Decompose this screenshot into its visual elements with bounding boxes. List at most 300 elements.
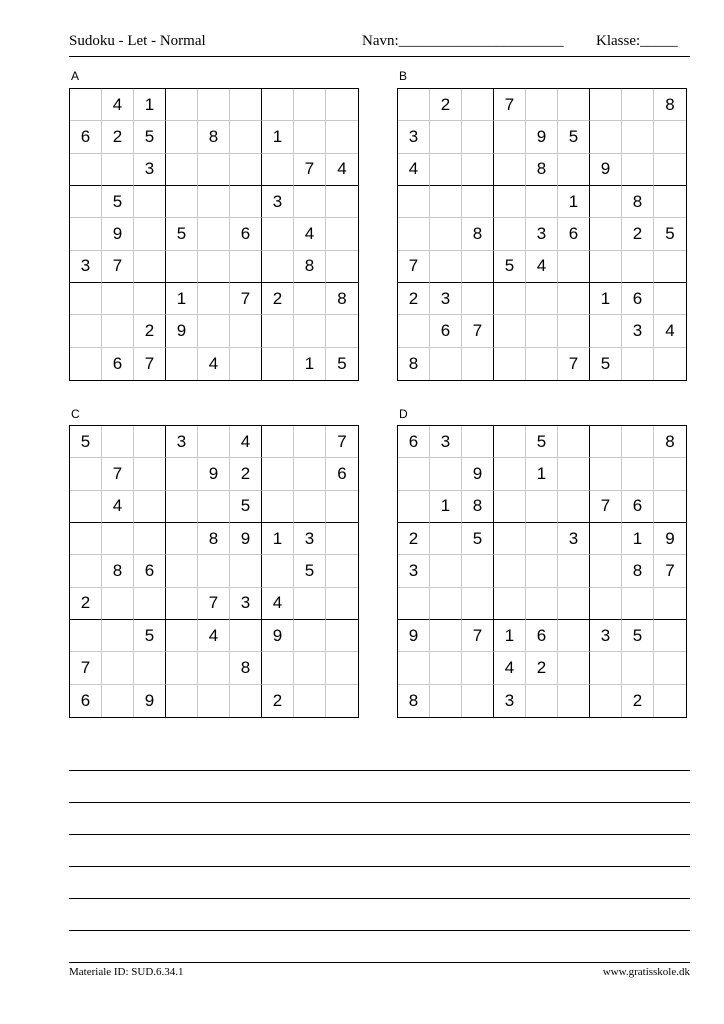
sudoku-cell[interactable] bbox=[326, 121, 358, 153]
sudoku-cell[interactable] bbox=[70, 458, 102, 490]
sudoku-cell[interactable]: 8 bbox=[654, 89, 686, 121]
sudoku-cell[interactable] bbox=[398, 491, 430, 523]
sudoku-cell[interactable]: 2 bbox=[70, 588, 102, 620]
sudoku-cell[interactable]: 8 bbox=[294, 251, 326, 283]
sudoku-cell[interactable]: 5 bbox=[590, 348, 622, 380]
sudoku-cell[interactable]: 8 bbox=[462, 218, 494, 250]
sudoku-cell[interactable] bbox=[230, 121, 262, 153]
sudoku-cell[interactable] bbox=[326, 186, 358, 218]
sudoku-cell[interactable]: 4 bbox=[102, 89, 134, 121]
sudoku-cell[interactable]: 1 bbox=[262, 523, 294, 555]
sudoku-cell[interactable]: 5 bbox=[558, 121, 590, 153]
sudoku-cell[interactable] bbox=[654, 620, 686, 652]
website-link[interactable]: www.gratisskole.dk bbox=[602, 966, 690, 978]
sudoku-cell[interactable]: 6 bbox=[622, 491, 654, 523]
sudoku-cell[interactable]: 7 bbox=[294, 154, 326, 186]
sudoku-cell[interactable] bbox=[70, 89, 102, 121]
sudoku-cell[interactable] bbox=[166, 652, 198, 684]
sudoku-cell[interactable]: 3 bbox=[430, 426, 462, 458]
sudoku-cell[interactable]: 9 bbox=[262, 620, 294, 652]
sudoku-cell[interactable] bbox=[494, 121, 526, 153]
sudoku-cell[interactable]: 3 bbox=[622, 315, 654, 347]
sudoku-cell[interactable] bbox=[70, 620, 102, 652]
sudoku-cell[interactable]: 3 bbox=[590, 620, 622, 652]
sudoku-cell[interactable] bbox=[262, 555, 294, 587]
sudoku-cell[interactable] bbox=[526, 588, 558, 620]
sudoku-cell[interactable] bbox=[622, 348, 654, 380]
sudoku-cell[interactable]: 8 bbox=[398, 348, 430, 380]
sudoku-cell[interactable] bbox=[526, 685, 558, 717]
sudoku-cell[interactable] bbox=[558, 154, 590, 186]
sudoku-cell[interactable] bbox=[102, 426, 134, 458]
sudoku-cell[interactable] bbox=[558, 588, 590, 620]
sudoku-cell[interactable] bbox=[590, 121, 622, 153]
sudoku-cell[interactable]: 6 bbox=[398, 426, 430, 458]
sudoku-cell[interactable] bbox=[102, 685, 134, 717]
sudoku-cell[interactable] bbox=[166, 186, 198, 218]
sudoku-cell[interactable] bbox=[558, 458, 590, 490]
sudoku-cell[interactable]: 9 bbox=[654, 523, 686, 555]
sudoku-cell[interactable] bbox=[134, 218, 166, 250]
sudoku-cell[interactable] bbox=[70, 283, 102, 315]
sudoku-cell[interactable]: 2 bbox=[526, 652, 558, 684]
sudoku-cell[interactable] bbox=[230, 620, 262, 652]
sudoku-cell[interactable] bbox=[654, 251, 686, 283]
sudoku-cell[interactable] bbox=[590, 458, 622, 490]
sudoku-cell[interactable]: 1 bbox=[134, 89, 166, 121]
sudoku-cell[interactable]: 1 bbox=[590, 283, 622, 315]
sudoku-cell[interactable] bbox=[294, 652, 326, 684]
sudoku-cell[interactable] bbox=[102, 652, 134, 684]
sudoku-cell[interactable]: 4 bbox=[326, 154, 358, 186]
sudoku-cell[interactable] bbox=[326, 620, 358, 652]
sudoku-cell[interactable] bbox=[230, 251, 262, 283]
sudoku-cell[interactable] bbox=[462, 251, 494, 283]
sudoku-cell[interactable]: 1 bbox=[558, 186, 590, 218]
sudoku-cell[interactable]: 8 bbox=[622, 186, 654, 218]
sudoku-cell[interactable] bbox=[70, 348, 102, 380]
sudoku-cell[interactable] bbox=[494, 523, 526, 555]
sudoku-cell[interactable] bbox=[494, 458, 526, 490]
sudoku-cell[interactable]: 7 bbox=[326, 426, 358, 458]
sudoku-cell[interactable]: 1 bbox=[294, 348, 326, 380]
sudoku-cell[interactable] bbox=[398, 315, 430, 347]
sudoku-cell[interactable]: 7 bbox=[70, 652, 102, 684]
sudoku-cell[interactable] bbox=[294, 588, 326, 620]
sudoku-cell[interactable]: 6 bbox=[70, 685, 102, 717]
sudoku-cell[interactable]: 6 bbox=[558, 218, 590, 250]
sudoku-cell[interactable] bbox=[654, 283, 686, 315]
sudoku-cell[interactable]: 9 bbox=[134, 685, 166, 717]
sudoku-cell[interactable] bbox=[622, 426, 654, 458]
sudoku-cell[interactable]: 3 bbox=[230, 588, 262, 620]
sudoku-cell[interactable] bbox=[230, 186, 262, 218]
sudoku-cell[interactable]: 6 bbox=[70, 121, 102, 153]
sudoku-cell[interactable]: 3 bbox=[398, 555, 430, 587]
sudoku-cell[interactable]: 5 bbox=[337, 353, 347, 373]
sudoku-cell[interactable] bbox=[262, 458, 294, 490]
sudoku-cell[interactable] bbox=[494, 154, 526, 186]
sudoku-cell[interactable]: 7 bbox=[398, 251, 430, 283]
sudoku-cell[interactable] bbox=[294, 426, 326, 458]
sudoku-cell[interactable] bbox=[262, 251, 294, 283]
sudoku-cell[interactable] bbox=[462, 154, 494, 186]
sudoku-cell[interactable] bbox=[398, 588, 430, 620]
sudoku-cell[interactable]: 3 bbox=[526, 218, 558, 250]
sudoku-cell[interactable]: 5 bbox=[494, 251, 526, 283]
sudoku-cell[interactable] bbox=[654, 348, 686, 380]
sudoku-cell[interactable]: 4 bbox=[494, 652, 526, 684]
sudoku-cell[interactable] bbox=[262, 154, 294, 186]
sudoku-cell[interactable] bbox=[526, 491, 558, 523]
sudoku-cell[interactable]: 3 bbox=[430, 283, 462, 315]
sudoku-cell[interactable] bbox=[262, 652, 294, 684]
sudoku-cell[interactable]: 4 bbox=[198, 620, 230, 652]
sudoku-cell[interactable] bbox=[654, 491, 686, 523]
sudoku-cell[interactable] bbox=[102, 315, 134, 347]
sudoku-cell[interactable] bbox=[654, 685, 686, 717]
sudoku-cell[interactable]: 4 bbox=[102, 491, 134, 523]
sudoku-cell[interactable]: 7 bbox=[654, 555, 686, 587]
sudoku-cell[interactable]: 7 bbox=[134, 348, 166, 380]
sudoku-cell[interactable] bbox=[398, 89, 430, 121]
sudoku-cell[interactable] bbox=[198, 89, 230, 121]
sudoku-cell[interactable]: 5 bbox=[526, 426, 558, 458]
sudoku-cell[interactable] bbox=[166, 555, 198, 587]
sudoku-cell[interactable] bbox=[462, 426, 494, 458]
sudoku-cell[interactable] bbox=[558, 620, 590, 652]
sudoku-cell[interactable] bbox=[494, 348, 526, 380]
sudoku-cell[interactable]: 8 bbox=[102, 555, 134, 587]
sudoku-cell[interactable]: 9 bbox=[230, 523, 262, 555]
sudoku-cell[interactable]: 2 bbox=[398, 523, 430, 555]
sudoku-cell[interactable] bbox=[134, 523, 166, 555]
sudoku-cell[interactable]: 3 bbox=[398, 121, 430, 153]
sudoku-cell[interactable] bbox=[622, 251, 654, 283]
sudoku-cell[interactable] bbox=[326, 89, 358, 121]
sudoku-cell[interactable]: 2 bbox=[398, 283, 430, 315]
sudoku-cell[interactable]: 7 bbox=[102, 458, 134, 490]
sudoku-cell[interactable]: 8 bbox=[622, 555, 654, 587]
sudoku-cell[interactable]: 6 bbox=[102, 348, 134, 380]
sudoku-cell[interactable] bbox=[294, 458, 326, 490]
sudoku-cell[interactable] bbox=[430, 555, 462, 587]
sudoku-cell[interactable] bbox=[462, 186, 494, 218]
sudoku-cell[interactable] bbox=[326, 315, 358, 347]
sudoku-cell[interactable] bbox=[70, 491, 102, 523]
sudoku-cell[interactable] bbox=[326, 685, 358, 717]
sudoku-cell[interactable]: 7 bbox=[590, 491, 622, 523]
sudoku-cell[interactable]: 3 bbox=[262, 186, 294, 218]
sudoku-cell[interactable] bbox=[462, 588, 494, 620]
sudoku-cell[interactable]: 1 bbox=[494, 620, 526, 652]
sudoku-cell[interactable] bbox=[494, 186, 526, 218]
sudoku-cell[interactable] bbox=[430, 588, 462, 620]
sudoku-cell[interactable] bbox=[134, 283, 166, 315]
sudoku-cell[interactable]: 9 bbox=[590, 154, 622, 186]
sudoku-cell[interactable] bbox=[230, 555, 262, 587]
sudoku-cell[interactable] bbox=[590, 218, 622, 250]
sudoku-cell[interactable] bbox=[102, 620, 134, 652]
sudoku-cell[interactable] bbox=[622, 588, 654, 620]
sudoku-cell[interactable]: 9 bbox=[462, 458, 494, 490]
sudoku-cell[interactable]: 6 bbox=[622, 283, 654, 315]
sudoku-cell[interactable] bbox=[398, 458, 430, 490]
sudoku-cell[interactable] bbox=[102, 523, 134, 555]
sudoku-cell[interactable] bbox=[102, 588, 134, 620]
sudoku-cell[interactable]: 1 bbox=[526, 458, 558, 490]
sudoku-cell[interactable] bbox=[430, 620, 462, 652]
sudoku-cell[interactable] bbox=[262, 315, 294, 347]
sudoku-cell[interactable] bbox=[590, 652, 622, 684]
sudoku-cell[interactable] bbox=[494, 283, 526, 315]
sudoku-cell[interactable] bbox=[198, 315, 230, 347]
sudoku-cell[interactable]: 4 bbox=[654, 315, 686, 347]
sudoku-cell[interactable] bbox=[654, 186, 686, 218]
sudoku-cell[interactable] bbox=[198, 186, 230, 218]
sudoku-cell[interactable] bbox=[526, 315, 558, 347]
sudoku-cell[interactable]: 6 bbox=[230, 218, 262, 250]
sudoku-cell[interactable]: 7 bbox=[494, 89, 526, 121]
sudoku-cell[interactable] bbox=[294, 121, 326, 153]
sudoku-cell[interactable]: 6 bbox=[430, 315, 462, 347]
sudoku-cell[interactable] bbox=[166, 89, 198, 121]
sudoku-cell[interactable] bbox=[590, 588, 622, 620]
sudoku-cell[interactable] bbox=[198, 426, 230, 458]
sudoku-cell[interactable]: 5 bbox=[134, 121, 166, 153]
sudoku-cell[interactable] bbox=[326, 588, 358, 620]
sudoku-cell[interactable]: 4 bbox=[398, 154, 430, 186]
sudoku-cell[interactable] bbox=[526, 555, 558, 587]
sudoku-cell[interactable] bbox=[590, 315, 622, 347]
sudoku-cell[interactable] bbox=[430, 154, 462, 186]
sudoku-cell[interactable]: 8 bbox=[398, 685, 430, 717]
sudoku-cell[interactable]: 8 bbox=[198, 121, 230, 153]
sudoku-cell[interactable] bbox=[166, 154, 198, 186]
sudoku-cell[interactable]: 2 bbox=[430, 89, 462, 121]
sudoku-cell[interactable] bbox=[166, 588, 198, 620]
sudoku-cell[interactable]: 7 bbox=[462, 315, 494, 347]
sudoku-cell[interactable] bbox=[590, 251, 622, 283]
sudoku-cell[interactable]: 5 bbox=[294, 555, 326, 587]
sudoku-cell[interactable] bbox=[430, 348, 462, 380]
sudoku-cell[interactable]: 5 bbox=[134, 620, 166, 652]
sudoku-cell[interactable]: 3 bbox=[166, 426, 198, 458]
sudoku-cell[interactable] bbox=[622, 458, 654, 490]
sudoku-cell[interactable] bbox=[462, 685, 494, 717]
sudoku-cell[interactable] bbox=[134, 458, 166, 490]
sudoku-cell[interactable] bbox=[198, 283, 230, 315]
sudoku-cell[interactable] bbox=[198, 491, 230, 523]
sudoku-cell[interactable]: 8 bbox=[230, 652, 262, 684]
sudoku-cell[interactable] bbox=[526, 186, 558, 218]
sudoku-cell[interactable] bbox=[590, 685, 622, 717]
sudoku-cell[interactable] bbox=[262, 348, 294, 380]
sudoku-cell[interactable]: 1 bbox=[622, 523, 654, 555]
sudoku-cell[interactable]: 1 bbox=[430, 491, 462, 523]
sudoku-cell[interactable]: 2 bbox=[622, 218, 654, 250]
sudoku-cell[interactable]: 8 bbox=[462, 491, 494, 523]
sudoku-cell[interactable]: 5 bbox=[654, 218, 686, 250]
sudoku-cell[interactable] bbox=[326, 652, 358, 684]
sudoku-cell[interactable] bbox=[166, 121, 198, 153]
sudoku-cell[interactable]: 4 bbox=[230, 426, 262, 458]
sudoku-cell[interactable] bbox=[70, 186, 102, 218]
sudoku-cell[interactable]: 6 bbox=[134, 555, 166, 587]
sudoku-cell[interactable] bbox=[294, 620, 326, 652]
sudoku-cell[interactable] bbox=[558, 89, 590, 121]
sudoku-cell[interactable]: 5 bbox=[230, 491, 262, 523]
sudoku-cell[interactable] bbox=[590, 555, 622, 587]
sudoku-cell[interactable] bbox=[198, 251, 230, 283]
sudoku-cell[interactable]: 4 bbox=[262, 588, 294, 620]
sudoku-cell[interactable] bbox=[70, 315, 102, 347]
sudoku-cell[interactable]: 9 bbox=[526, 121, 558, 153]
sudoku-cell[interactable] bbox=[166, 491, 198, 523]
sudoku-cell[interactable]: 5 bbox=[70, 426, 102, 458]
sudoku-cell[interactable] bbox=[102, 154, 134, 186]
sudoku-cell[interactable] bbox=[134, 652, 166, 684]
sudoku-cell[interactable] bbox=[134, 491, 166, 523]
sudoku-cell[interactable]: 3 bbox=[558, 523, 590, 555]
sudoku-cell[interactable] bbox=[654, 588, 686, 620]
sudoku-cell[interactable] bbox=[230, 685, 262, 717]
sudoku-cell[interactable]: 8 bbox=[654, 426, 686, 458]
sudoku-cell[interactable] bbox=[198, 154, 230, 186]
sudoku-cell[interactable]: 1 bbox=[166, 283, 198, 315]
sudoku-cell[interactable]: 2 bbox=[622, 685, 654, 717]
sudoku-cell[interactable]: 2 bbox=[262, 685, 294, 717]
sudoku-cell[interactable] bbox=[134, 588, 166, 620]
sudoku-cell[interactable] bbox=[462, 283, 494, 315]
sudoku-cell[interactable]: 2 bbox=[262, 283, 294, 315]
sudoku-cell[interactable] bbox=[326, 555, 358, 587]
sudoku-cell[interactable] bbox=[326, 218, 358, 250]
sudoku-cell[interactable] bbox=[654, 458, 686, 490]
sudoku-cell[interactable] bbox=[166, 620, 198, 652]
sudoku-cell[interactable] bbox=[462, 555, 494, 587]
sudoku-cell[interactable] bbox=[590, 426, 622, 458]
sudoku-cell[interactable] bbox=[590, 89, 622, 121]
sudoku-cell[interactable] bbox=[294, 685, 326, 717]
sudoku-cell[interactable] bbox=[294, 491, 326, 523]
sudoku-cell[interactable] bbox=[558, 283, 590, 315]
sudoku-cell[interactable] bbox=[294, 89, 326, 121]
sudoku-cell[interactable] bbox=[558, 491, 590, 523]
sudoku-cell[interactable]: 9 bbox=[102, 218, 134, 250]
sudoku-cell[interactable] bbox=[262, 491, 294, 523]
sudoku-cell[interactable]: 6 bbox=[526, 620, 558, 652]
sudoku-cell[interactable] bbox=[70, 523, 102, 555]
sudoku-cell[interactable] bbox=[230, 315, 262, 347]
sudoku-cell[interactable] bbox=[494, 491, 526, 523]
sudoku-cell[interactable] bbox=[558, 685, 590, 717]
sudoku-cell[interactable] bbox=[294, 186, 326, 218]
sudoku-cell[interactable] bbox=[102, 283, 134, 315]
sudoku-cell[interactable] bbox=[526, 283, 558, 315]
sudoku-cell[interactable]: 5 bbox=[102, 186, 134, 218]
sudoku-cell[interactable]: 4 bbox=[294, 218, 326, 250]
sudoku-cell[interactable] bbox=[494, 426, 526, 458]
sudoku-cell[interactable] bbox=[430, 523, 462, 555]
sudoku-cell[interactable] bbox=[230, 154, 262, 186]
sudoku-cell[interactable] bbox=[134, 186, 166, 218]
sudoku-cell[interactable]: 8 bbox=[326, 283, 358, 315]
sudoku-cell[interactable] bbox=[654, 652, 686, 684]
sudoku-cell[interactable] bbox=[462, 121, 494, 153]
sudoku-cell[interactable]: 7 bbox=[558, 348, 590, 380]
sudoku-cell[interactable] bbox=[622, 121, 654, 153]
sudoku-cell[interactable] bbox=[398, 652, 430, 684]
sudoku-cell[interactable] bbox=[134, 426, 166, 458]
sudoku-cell[interactable] bbox=[262, 426, 294, 458]
sudoku-cell[interactable] bbox=[590, 186, 622, 218]
sudoku-cell[interactable] bbox=[494, 555, 526, 587]
sudoku-cell[interactable] bbox=[430, 685, 462, 717]
sudoku-cell[interactable] bbox=[462, 89, 494, 121]
sudoku-cell[interactable] bbox=[654, 154, 686, 186]
sudoku-cell[interactable] bbox=[198, 685, 230, 717]
sudoku-cell[interactable]: 9 bbox=[198, 458, 230, 490]
sudoku-cell[interactable]: 4 bbox=[526, 251, 558, 283]
sudoku-cell[interactable]: 7 bbox=[198, 588, 230, 620]
sudoku-cell[interactable]: 3 bbox=[70, 251, 102, 283]
sudoku-cell[interactable] bbox=[198, 218, 230, 250]
sudoku-cell[interactable] bbox=[622, 652, 654, 684]
sudoku-cell[interactable] bbox=[526, 523, 558, 555]
sudoku-cell[interactable] bbox=[622, 89, 654, 121]
sudoku-cell[interactable] bbox=[526, 89, 558, 121]
sudoku-cell[interactable] bbox=[430, 218, 462, 250]
sudoku-cell[interactable]: 5 bbox=[166, 218, 198, 250]
sudoku-cell[interactable] bbox=[262, 218, 294, 250]
sudoku-cell[interactable] bbox=[262, 89, 294, 121]
sudoku-cell[interactable] bbox=[294, 283, 326, 315]
sudoku-cell[interactable] bbox=[558, 555, 590, 587]
sudoku-cell[interactable] bbox=[326, 251, 358, 283]
sudoku-cell[interactable] bbox=[654, 121, 686, 153]
sudoku-cell[interactable] bbox=[166, 348, 198, 380]
sudoku-cell[interactable]: 3 bbox=[134, 154, 166, 186]
sudoku-cell[interactable]: 2 bbox=[134, 315, 166, 347]
sudoku-cell[interactable] bbox=[230, 348, 262, 380]
sudoku-cell[interactable] bbox=[430, 652, 462, 684]
sudoku-cell[interactable] bbox=[430, 251, 462, 283]
sudoku-cell[interactable] bbox=[70, 154, 102, 186]
sudoku-cell[interactable] bbox=[430, 121, 462, 153]
sudoku-cell[interactable] bbox=[398, 218, 430, 250]
sudoku-cell[interactable]: 9 bbox=[166, 315, 198, 347]
sudoku-cell[interactable] bbox=[198, 555, 230, 587]
sudoku-cell[interactable] bbox=[462, 652, 494, 684]
sudoku-cell[interactable] bbox=[326, 491, 358, 523]
sudoku-cell[interactable] bbox=[622, 154, 654, 186]
sudoku-cell[interactable] bbox=[166, 251, 198, 283]
sudoku-cell[interactable]: 6 bbox=[326, 458, 358, 490]
sudoku-cell[interactable]: 7 bbox=[102, 251, 134, 283]
sudoku-cell[interactable] bbox=[166, 523, 198, 555]
sudoku-cell[interactable]: 2 bbox=[230, 458, 262, 490]
sudoku-cell[interactable] bbox=[326, 523, 358, 555]
sudoku-cell[interactable] bbox=[230, 89, 262, 121]
sudoku-cell[interactable] bbox=[558, 251, 590, 283]
sudoku-cell[interactable] bbox=[430, 186, 462, 218]
sudoku-cell[interactable]: 8 bbox=[526, 154, 558, 186]
sudoku-cell[interactable] bbox=[430, 458, 462, 490]
sudoku-cell[interactable]: 9 bbox=[398, 620, 430, 652]
sudoku-cell[interactable] bbox=[166, 685, 198, 717]
sudoku-cell[interactable] bbox=[558, 426, 590, 458]
